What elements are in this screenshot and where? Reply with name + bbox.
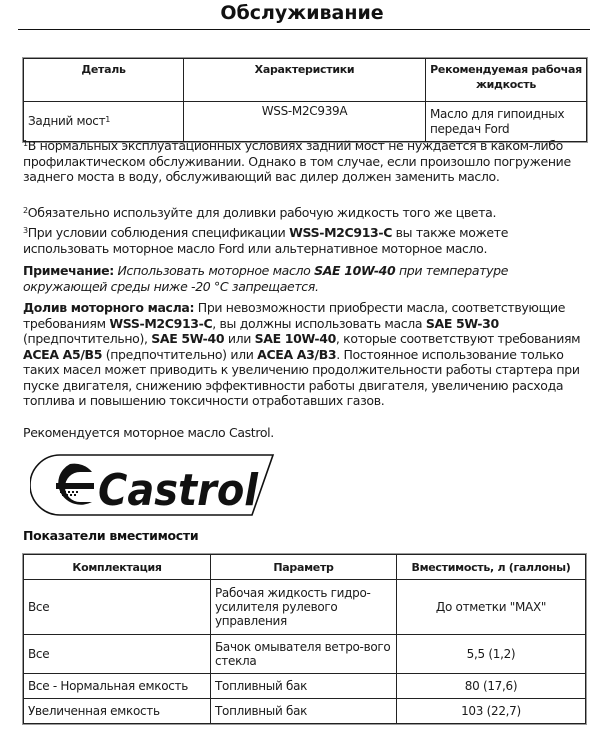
spec-code: WSS-M2C913-C bbox=[109, 315, 213, 331]
part-name: Задний мост bbox=[28, 114, 106, 128]
footnote-marker: 1 bbox=[105, 115, 111, 124]
cell-param: Рабочая жидкость гидро-усилителя рулевого управления bbox=[211, 580, 397, 635]
note-label: Примечание: bbox=[23, 263, 114, 278]
cell-config: Все - Нормальная емкость bbox=[24, 674, 211, 699]
oil-grade: SAE 5W-30 bbox=[425, 315, 499, 331]
topup-text: , вы должны использовать масла bbox=[212, 315, 426, 331]
page-title: Обслуживание bbox=[220, 2, 384, 24]
cell-config: Увеличенная емкость bbox=[24, 699, 211, 724]
logo-stripe bbox=[56, 483, 94, 489]
cell-part bbox=[24, 102, 184, 142]
topup-text: При невозможности приобрести масла, соответствующие требованиям bbox=[23, 300, 566, 331]
column-header-spec: Характеристики bbox=[184, 59, 426, 102]
oil-grade: SAE 10W-40 bbox=[314, 263, 396, 278]
title-divider bbox=[18, 29, 590, 30]
cell-param: Топливный бак bbox=[211, 699, 397, 724]
cell-config: Все bbox=[24, 580, 211, 635]
table-row bbox=[24, 699, 586, 724]
topup-label: Долив моторного масла: bbox=[23, 300, 195, 315]
recommendation-text: Рекомендуется моторное масло Castrol. bbox=[23, 425, 274, 440]
column-header-param: Параметр bbox=[211, 555, 397, 580]
footnote-text: Обязательно используйте для доливки рабочую жидкость того же цвета. bbox=[27, 205, 497, 220]
cell-param: Топливный бак bbox=[211, 674, 397, 699]
table-row bbox=[24, 102, 587, 142]
note-text: Использовать моторное масло bbox=[113, 263, 315, 278]
footnote-text: вы также можете использовать моторное масло Ford или альтернативное моторное масло. bbox=[23, 225, 509, 256]
cell-capacity: До отметки "MAX" bbox=[397, 580, 586, 635]
footnote-3 bbox=[23, 225, 593, 256]
cell-spec: WSS-M2C939A bbox=[184, 102, 426, 142]
cell-capacity: 5,5 (1,2) bbox=[397, 635, 586, 674]
logo-wordmark: Castrol bbox=[98, 465, 259, 516]
footnote-text: При условии соблюдения спецификации bbox=[27, 225, 290, 240]
cell-fluid: Масло для гипоидных передач Ford bbox=[426, 102, 587, 142]
topup-text: , которые соответствуют требованиям bbox=[335, 331, 581, 346]
oil-topup-paragraph bbox=[23, 300, 593, 409]
note-text: при температуре окружающей среды ниже -20 °C запрещается. bbox=[23, 263, 509, 294]
footnote-text: В нормальных эксплуатационных условиях задний мост не нуждается в каком-либо профилактическом обслуживании. Однако в том случае, если произошло погружение заднего моста в воду, обслуживающий вас дилер должен заменить масло. bbox=[23, 138, 571, 184]
maintenance-table bbox=[23, 58, 587, 142]
footnote-1 bbox=[23, 138, 593, 185]
column-header-config: Комплектация bbox=[24, 555, 211, 580]
footnote-marker: 1 bbox=[23, 139, 28, 148]
note-paragraph bbox=[23, 263, 593, 294]
footnote-2 bbox=[23, 205, 593, 221]
footnote-marker: 3 bbox=[23, 226, 28, 235]
topup-text: (предпочтительно), bbox=[23, 331, 152, 346]
table-header-row bbox=[24, 59, 587, 102]
capacity-table bbox=[23, 554, 586, 724]
cell-capacity: 80 (17,6) bbox=[397, 674, 586, 699]
oil-grade: SAE 10W-40 bbox=[254, 331, 336, 346]
column-header-capacity: Вместимость, л (галлоны) bbox=[397, 555, 586, 580]
acea-grade: ACEA A5/B5 bbox=[23, 346, 103, 362]
table-row bbox=[24, 580, 586, 635]
castrol-logo bbox=[30, 452, 276, 518]
column-header-part: Деталь bbox=[24, 59, 184, 102]
cell-param: Бачок омывателя ветро-вого стекла bbox=[211, 635, 397, 674]
table-header-row bbox=[24, 555, 586, 580]
spec-code: WSS-M2C913-C bbox=[289, 225, 393, 240]
footnote-marker: 2 bbox=[23, 206, 28, 215]
oil-grade: SAE 5W-40 bbox=[151, 331, 225, 346]
topup-text: (предпочтительно) или bbox=[102, 346, 258, 362]
table-row bbox=[24, 674, 586, 699]
topup-text: . Постоянное использование только таких масел может приводить к увеличению продолжительности работы стартера при пуске двигателя, снижению эффективности работы двигателя, увеличению расхода топлива и повышению токсичности отработавших газов. bbox=[23, 346, 580, 408]
topup-text: или bbox=[224, 331, 255, 346]
acea-grade: ACEA A3/B3 bbox=[257, 346, 337, 362]
cell-config: Все bbox=[24, 635, 211, 674]
capacity-heading: Показатели вместимости bbox=[23, 528, 199, 543]
cell-capacity: 103 (22,7) bbox=[397, 699, 586, 724]
column-header-fluid: Рекомендуемая рабочая жидкость bbox=[426, 59, 587, 102]
table-row bbox=[24, 635, 586, 674]
